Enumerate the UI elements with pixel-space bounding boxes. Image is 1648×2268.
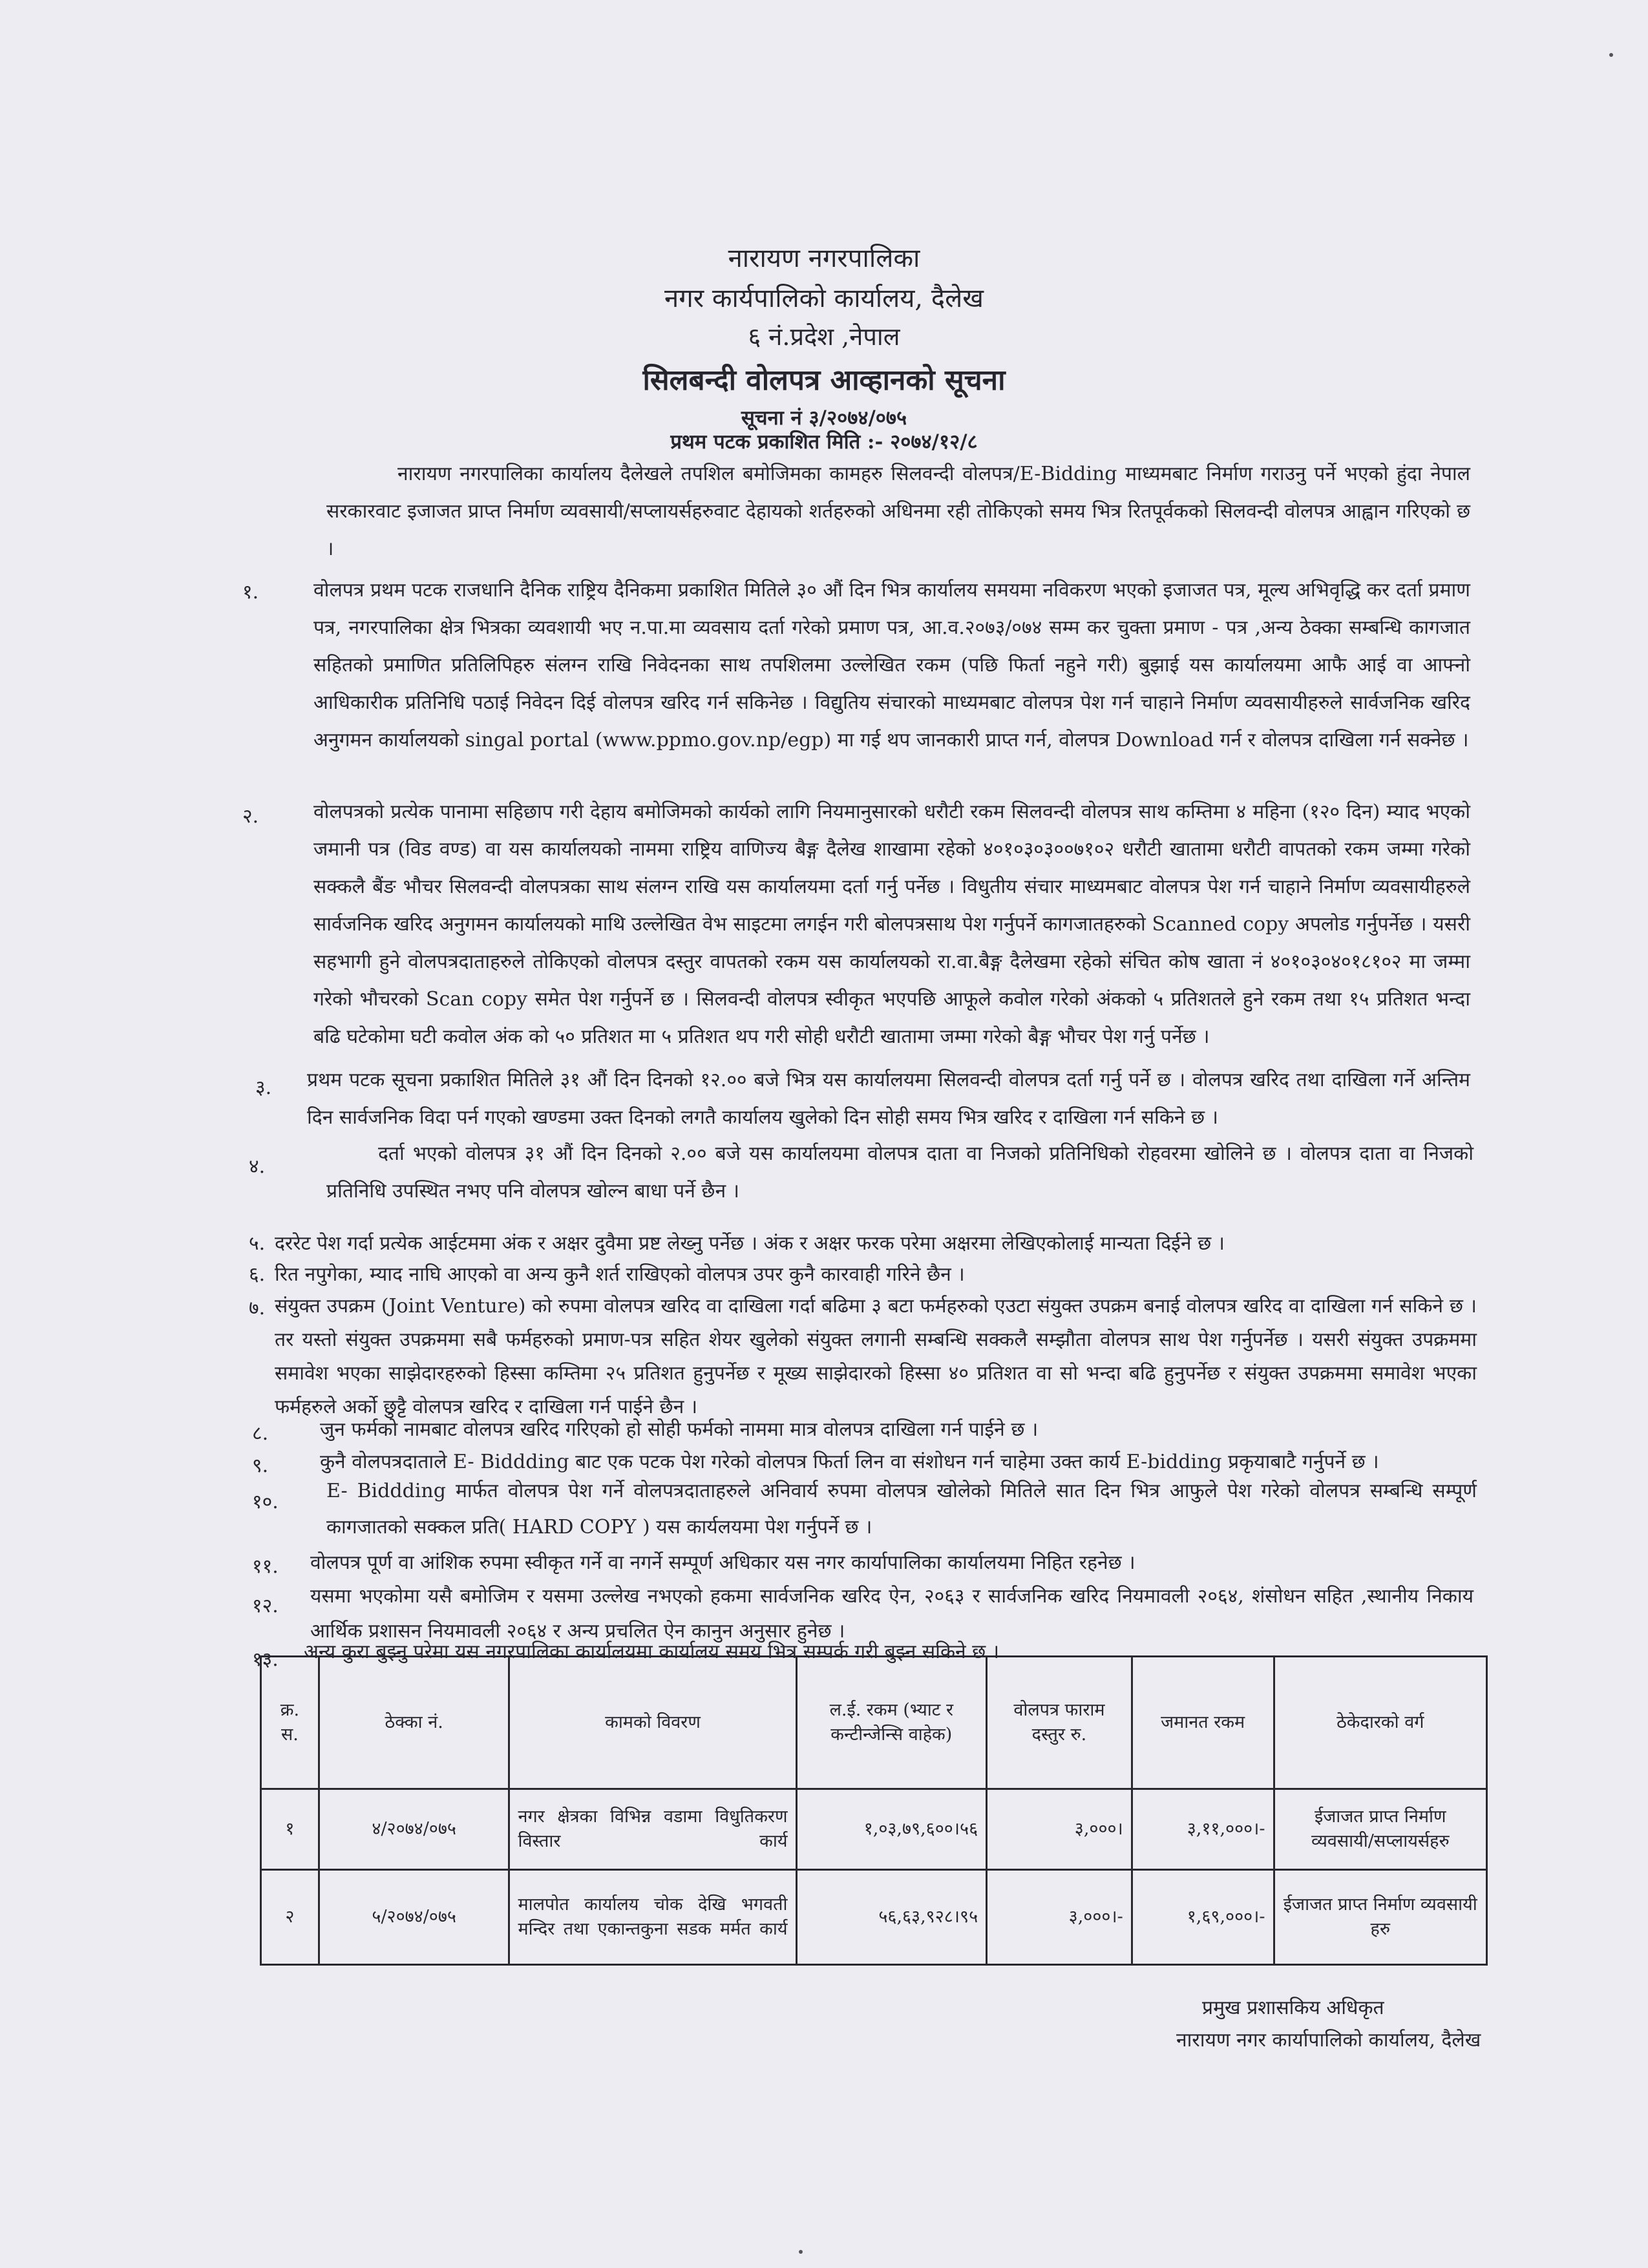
cell-work-description: नगर क्षेत्रका विभिन्न वडामा विधुतिकरण विस्तार कार्य xyxy=(509,1789,796,1870)
contract-table xyxy=(260,1655,1488,1966)
clause-number: ९. xyxy=(252,1454,269,1477)
cell-form-fee: ३,०००।- xyxy=(987,1870,1132,1965)
cell-work-description: मालपोत कार्यालय चोक देखि भगवती मन्दिर तथा एकान्तकुना सडक मर्मत कार्य xyxy=(509,1870,796,1965)
org-name: नारायण नगरपालिका xyxy=(728,244,920,273)
table-header-row xyxy=(261,1657,1487,1789)
col-header-work-description: कामको विवरण xyxy=(509,1657,796,1789)
clause-number: १३. xyxy=(252,1648,279,1671)
signatory-designation: प्रमुख प्रशासकिय अधिकृत xyxy=(1202,1997,1384,2019)
intro-paragraph: नारायण नगरपालिका कार्यालय दैलेखले तपशिल बमोजिमका कामहरु सिलवन्दी वोलपत्र/E-Bidding माध्यमबाट निर्माण गराउनु पर्ने भएको हुंदा नेपाल सरकारवाट इजाजत प्राप्त निर्माण व्यवसायी/सप्लायर्सहरुवाट देहायको शर्तहरुको अधिनमा रही तोकिएको समय भित्र रितपूर्वकको सिलवन्दी वोलपत्र आह्वान गरिएको छ । xyxy=(326,463,1470,560)
cell-cost-estimate: ५६,६३,९२८।९५ xyxy=(796,1870,987,1965)
signatory-office: नारायण नगर कार्यापालिको कार्यालय, दैलेख xyxy=(1176,2029,1481,2052)
clause-number: ५. xyxy=(249,1232,266,1255)
clause-text: अन्य कुरा बुझ्नु परेमा यस नगरपालिका कार्यालयमा कार्यालय समय भित्र सम्पर्क गरी बुझ्न सकिने छ । xyxy=(304,1641,1000,1663)
cell-serial: २ xyxy=(261,1870,319,1965)
clause-text: वोलपत्रको प्रत्येक पानामा सहिछाप गरी देहाय बमोजिमको कार्यको लागि नियमानुसारको धरौटी रकम सिलवन्दी वोलपत्र साथ कम्तिमा ४ महिना (१२० दिन) म्याद भएको जमानी पत्र (विड वण्ड) वा यस कार्यालयको नाममा राष्ट्रिय वाणिज्य बैङ्ग दैलेख शाखामा रहेको ४०१०३०३००७१०२ धरौटी खातामा धरौटी वापतको रकम जम्मा गरेको सक्कलै बैंङ भौचर सिलवन्दी वोलपत्रका साथ संलग्न राखि यस कार्यालयमा दर्ता गर्नु पर्नेछ । विधुतीय संचार माध्यमबाट वोलपत्र पेश गर्न चाहाने निर्माण व्यवसायीहरुले सार्वजनिक खरिद अनुगमन कार्यालयको माथि उल्लेखित वेभ साइटमा लगईन गरी बोलपत्रसाथ पेश गर्नुपर्ने कागजातहरुको Scanned copy अपलोड गर्नुपर्नेछ । यसरी सहभागी हुने वोलपत्रदाताहरुले तोकिएको वोलपत्र दस्तुर वापतको रकम यस कार्यालयको रा.वा.बैङ्ग दैलेखमा रहेको संचित कोष खाता नं ४०१०३०४०१८१०२ मा जम्मा गरेको भौचरको Scan copy समेत पेश गर्नुपर्ने छ । सिलवन्दी वोलपत्र स्वीकृत भएपछि आफूले कवोल गरेको अंकको ५ प्रतिशतले हुने रकम तथा १५ प्रतिशत भन्दा बढि घटेकोमा घटी कवोल अंक को ५० प्रतिशत मा ५ प्रतिशत थप गरी सोही धरौटी खातामा जम्मा गरेको बैङ्ग भौचर पेश गर्नु पर्नेछ । xyxy=(313,801,1470,1048)
col-header-serial: क्र. स. xyxy=(261,1657,319,1789)
cell-contract-no: ५/२०७४/०७५ xyxy=(319,1870,509,1965)
cell-contract-no: ४/२०७४/०७५ xyxy=(319,1789,509,1870)
office-name: नगर कार्यपालिको कार्यालय, दैलेख xyxy=(664,284,984,313)
clause-text: रित नपुगेका, म्याद नाघि आएको वा अन्य कुनै शर्त राखिएको वोलपत्र उपर कुनै कारवाही गरिने छैन । xyxy=(275,1263,965,1286)
cell-contractor-class: ईजाजत प्राप्त निर्माण व्यवसायी/सप्लायर्सहरु xyxy=(1274,1789,1486,1870)
clause-number: १०. xyxy=(252,1491,279,1513)
clause-text: दररेट पेश गर्दा प्रत्येक आईटममा अंक र अक्षर दुवैमा प्रष्ट लेख्नु पर्नेछ । अंक र अक्षर फरक परेमा अक्षरमा लेखिएकोलाई मान्यता दिईने छ । xyxy=(275,1232,1225,1255)
table-row xyxy=(261,1789,1487,1870)
clause-text: E- Biddding मार्फत वोलपत्र पेश गर्ने वोलपत्रदाताहरुले अनिवार्य रुपमा वोलपत्र खोलेको मितिले सात दिन भित्र आफुले पेश गरेको वोलपत्र सम्बन्धि सम्पूर्ण कागजातको सक्कल प्रति( HARD COPY ) यस कार्यलयमा पेश गर्नुपर्ने छ । xyxy=(326,1480,1477,1538)
notice-title: सिलबन्दी वोलपत्र आव्हानको सूचना xyxy=(642,364,1006,397)
clause-number: ४. xyxy=(249,1155,266,1178)
clause-text: वोलपत्र पूर्ण वा आंशिक रुपमा स्वीकृत गर्ने वा नगर्ने सम्पूर्ण अधिकार यस नगर कार्यापालिका कार्यालयमा निहित रहनेछ । xyxy=(310,1551,1136,1574)
scan-speck xyxy=(799,2250,803,2254)
clause-number: ११. xyxy=(252,1555,279,1578)
province-name: ६ नं.प्रदेश ,नेपाल xyxy=(748,322,900,351)
clause-text: संयुक्त उपक्रम (Joint Venture) को रुपमा वोलपत्र खरिद वा दाखिला गर्दा बढिमा ३ बटा फर्महरुको एउटा संयुक्त उपक्रम बनाई वोलपत्र खरिद वा दाखिला गर्न सकिने छ । तर यस्तो संयुक्त उपक्रममा सबै फर्महरुको प्रमाण-पत्र सहित शेयर खुलेको संयुक्त लगानी सम्बन्धि सक्कलै सम्झौता वोलपत्र साथ पेश गर्नुपर्नेछ । यसरी संयुक्त उपक्रममा समावेश भएका साझेदारहरुको हिस्सा कम्तिमा २५ प्रतिशत हुनुपर्नेछ र मूख्य साझेदारको हिस्सा ४० प्रतिशत वा सो भन्दा बढि हुनुपर्नेछ र संयुक्त उपक्रममा समावेश भएका फर्महरुले अर्को छुट्टै वोलपत्र खरिद र दाखिला गर्न पाईने छैन । xyxy=(275,1295,1477,1418)
cell-security-amount: १,६९,०००।- xyxy=(1132,1870,1274,1965)
col-header-cost-estimate: ल.ई. रकम (भ्याट र कन्टीन्जेन्सि वाहेक) xyxy=(796,1657,987,1789)
clause-number: २. xyxy=(242,805,259,828)
table-row xyxy=(261,1870,1487,1965)
scan-speck xyxy=(1609,53,1613,57)
cell-form-fee: ३,०००। xyxy=(987,1789,1132,1870)
col-header-form-fee: वोलपत्र फाराम दस्तुर रु. xyxy=(987,1657,1132,1789)
clause-number: ६. xyxy=(249,1263,266,1286)
clause-text: वोलपत्र प्रथम पटक राजधानि दैनिक राष्ट्रिय दैनिकमा प्रकाशित मितिले ३० औं दिन भित्र कार्यालय समयमा नविकरण भएको इजाजत पत्र, मूल्य अभिवृद्धि कर दर्ता प्रमाण पत्र, नगरपालिका क्षेत्र भित्रका व्यवशायी भए न.पा.मा व्यवसाय दर्ता गरेको प्रमाण पत्र, आ.व.२०७३/०७४ सम्म कर चुक्ता प्रमाण - पत्र ,अन्य ठेक्का सम्बन्धि कागजात सहितको प्रमाणित प्रतिलिपिहरु संलग्न राखि निवेदनका साथ तपशिलमा उल्लेखित रकम (पछि फिर्ता नहुने गरी) बुझाई यस कार्यालयमा आफै आई वा आफ्नो आधिकारीक प्रतिनिधि पठाई निवेदन दिई वोलपत्र खरिद गर्न सकिनेछ । विद्युतिय संचारको माध्यमबाट वोलपत्र पेश गर्न चाहाने निर्माण व्यवसायीहरुले सार्वजनिक खरिद अनुगमन कार्यालयको singal portal (www.ppmo.gov.np/egp) मा गई थप जानकारी प्राप्त गर्न, वोलपत्र Download गर्न र वोलपत्र दाखिला गर्न सक्नेछ । xyxy=(313,579,1470,751)
cell-contractor-class: ईजाजत प्राप्त निर्माण व्यवसायी हरु xyxy=(1274,1870,1486,1965)
clause-number: ७. xyxy=(249,1297,266,1319)
clause-text: यसमा भएकोमा यसै बमोजिम र यसमा उल्लेख नभएको हकमा सार्वजनिक खरिद ऐन, २०६३ र सार्वजनिक खरिद नियमावली २०६४, शंसोधन सहित ,स्थानीय निकाय आर्थिक प्रशासन नियमावली २०६४ र अन्य प्रचलित ऐन कानुन अनुसार हुनेछ । xyxy=(310,1585,1474,1643)
clause-text: प्रथम पटक सूचना प्रकाशित मितिले ३१ औं दिन दिनको १२.०० बजे भित्र यस कार्यालयमा सिलवन्दी वोलपत्र दर्ता गर्नु पर्ने छ । वोलपत्र खरिद तथा दाखिला गर्ने अन्तिम दिन सार्वजनिक विदा पर्न गएको खण्डमा उक्त दिनको लगतै कार्यालय खुलेको दिन सोही समय भित्र खरिद र दाखिला गर्न सकिने छ । xyxy=(307,1069,1470,1129)
cell-serial: १ xyxy=(261,1789,319,1870)
clause-number: १. xyxy=(242,581,259,604)
cell-cost-estimate: १,०३,७९,६००।५६ xyxy=(796,1789,987,1870)
col-header-contractor-class: ठेकेदारको वर्ग xyxy=(1274,1657,1486,1789)
clause-number: १२. xyxy=(252,1595,279,1617)
clause-text: दर्ता भएको वोलपत्र ३१ औं दिन दिनको २.०० बजे यस कार्यालयमा वोलपत्र दाता वा निजको प्रतिनिधिको रोहवरमा खोलिने छ । वोलपत्र दाता वा निजको प्रतिनिधि उपस्थित नभए पनि वोलपत्र खोल्न बाधा पर्ने छैन । xyxy=(326,1142,1474,1202)
cell-security-amount: ३,११,०००।- xyxy=(1132,1789,1274,1870)
col-header-security-amount: जमानत रकम xyxy=(1132,1657,1274,1789)
clause-text: जुन फर्मको नामबाट वोलपत्र खरिद गरिएको हो सोही फर्मको नाममा मात्र वोलपत्र दाखिला गर्न पाईने छ । xyxy=(320,1418,1039,1441)
notice-number: सूचना नं ३/२०७४/०७५ xyxy=(741,406,907,430)
clause-number: ८. xyxy=(252,1422,269,1445)
col-header-contract-no: ठेक्का नं. xyxy=(319,1657,509,1789)
publish-date: प्रथम पटक प्रकाशित मिति :- २०७४/१२/८ xyxy=(670,430,978,454)
clause-text: कुनै वोलपत्रदाताले E- Biddding बाट एक पटक पेश गरेको वोलपत्र फिर्ता लिन वा संशोधन गर्न चाहेमा उक्त कार्य E-bidding प्रकृयाबाटै गर्नुपर्ने छ । xyxy=(320,1451,1379,1473)
clause-number: ३. xyxy=(255,1076,272,1099)
